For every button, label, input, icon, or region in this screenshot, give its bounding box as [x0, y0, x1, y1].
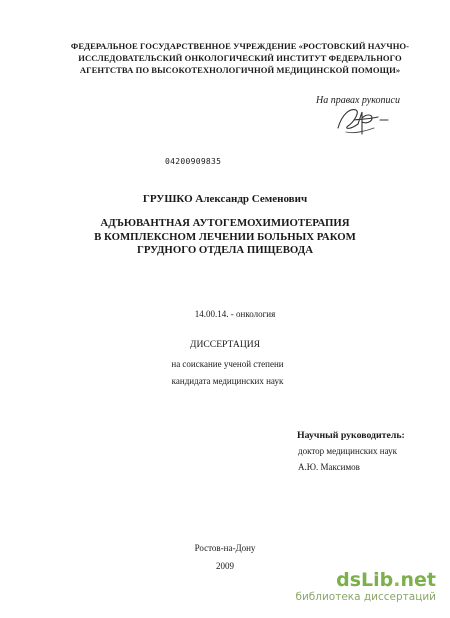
degree-line-2: кандидата медицинских наук — [171, 376, 284, 386]
dissertation-title — [0, 217, 450, 258]
institution-line-3: АГЕНТСТВА ПО ВЫСОКОТЕХНОЛОГИЧНОЙ МЕДИЦИНСКОЙ ПОМОЩИ» — [79, 65, 401, 75]
title-line-3: ГРУДНОГО ОТДЕЛА ПИЩЕВОДА — [136, 244, 314, 256]
document-code: 04200909835 — [165, 157, 222, 166]
handwritten-signature — [332, 104, 412, 138]
supervisor-title: Научный руководитель: — [297, 430, 405, 441]
year: 2009 — [216, 561, 234, 571]
dslib-watermark[interactable] — [286, 569, 436, 604]
watermark-brand-right: net — [400, 569, 436, 591]
degree-statement — [0, 356, 450, 390]
supervisor-name: А.Ю. Максимов — [298, 462, 360, 472]
title-line-2: В КОМПЛЕКСНОМ ЛЕЧЕНИИ БОЛЬНЫХ РАКОМ — [94, 230, 356, 243]
specialty-code: 14.00.14. - онкология — [194, 309, 276, 319]
title-line-1: АДЪЮВАНТНАЯ АУТОГЕМОХИМИОТЕРАПИЯ — [100, 217, 350, 229]
document-type: ДИССЕРТАЦИЯ — [189, 339, 261, 350]
watermark-brand — [286, 569, 436, 591]
city: Ростов-на-Дону — [194, 543, 256, 553]
manuscript-note: На правах рукописи — [316, 95, 400, 106]
institution-line-2: ИССЛЕДОВАТЕЛЬСКИЙ ОНКОЛОГИЧЕСКИЙ ИНСТИТУТ ФЕДЕРАЛЬНОГО — [78, 53, 402, 63]
institution-header — [40, 40, 440, 76]
institution-line-1: ФЕДЕРАЛЬНОЕ ГОСУДАРСТВЕННОЕ УЧРЕЖДЕНИЕ «РОСТОВСКИЙ НАУЧНО- — [70, 41, 410, 51]
author-name: ГРУШКО Александр Семенович — [142, 193, 308, 205]
watermark-subtitle: библиотека диссертаций — [295, 591, 436, 603]
supervisor-degree: доктор медицинских наук — [298, 446, 397, 456]
watermark-brand-left: dsLib — [336, 569, 394, 591]
watermark-brand-dot: . — [393, 569, 401, 591]
degree-line-1: на соискание ученой степени — [171, 359, 284, 369]
